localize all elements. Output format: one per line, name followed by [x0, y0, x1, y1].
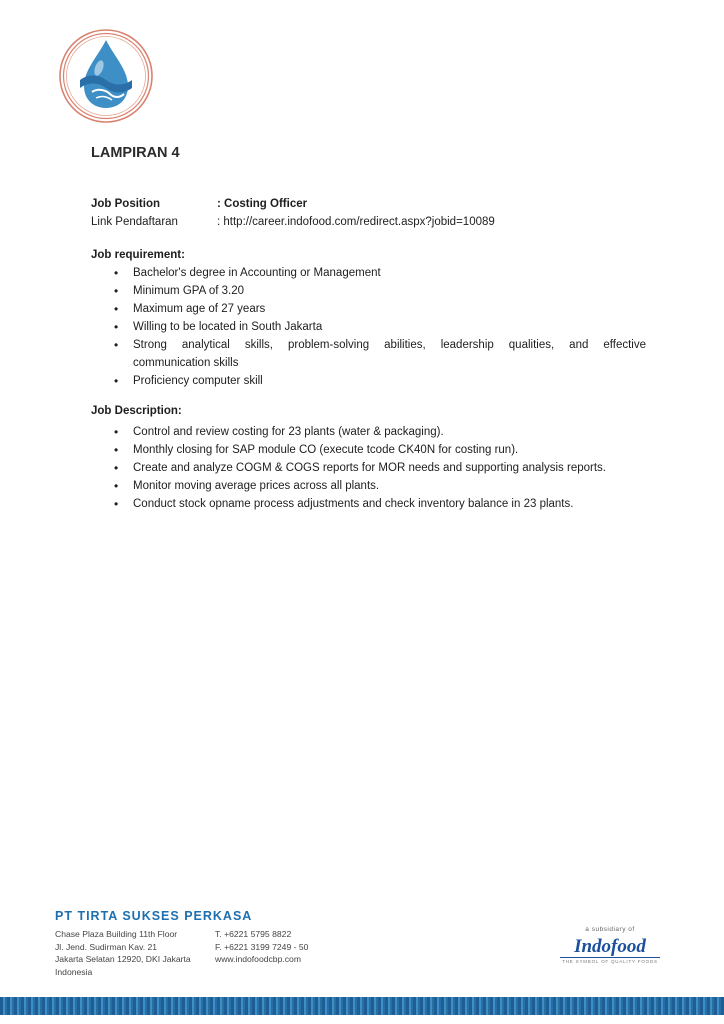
description-heading: Job Description: [91, 405, 182, 417]
footer-company-name: PT TIRTA SUKSES PERKASA [55, 909, 253, 923]
address-line: Chase Plaza Building 11th Floor [55, 929, 178, 939]
registration-link-value: : http://career.indofood.com/redirect.aspx?jobid=10089 [217, 216, 495, 228]
list-item: • Maximum age of 27 years [106, 300, 646, 318]
website: www.indofoodcbp.com [215, 954, 301, 964]
subsidiary-text: a subsidiary of [585, 926, 635, 933]
list-item: • Create and analyze COGM & COGS reports for MOR needs and supporting analysis reports. [106, 459, 646, 477]
job-info [91, 195, 495, 231]
list-item: • Monitor moving average prices across all plants. [106, 477, 646, 495]
list-item: • Bachelor's degree in Accounting or Management [106, 264, 646, 282]
list-item: • Willing to be located in South Jakarta [106, 318, 646, 336]
job-position-row [91, 195, 495, 213]
requirements-list [106, 264, 646, 390]
requirements-heading: Job requirement: [91, 249, 185, 261]
list-item-continuation: communication skills [133, 357, 239, 369]
address-line: Indonesia [55, 966, 93, 977]
list-item: • Strong analytical skills, problem-solving abilities, leadership qualities, and effective [106, 336, 646, 354]
phone: T. +6221 5795 8822 [215, 929, 292, 939]
registration-link-row [91, 213, 495, 231]
company-logo [58, 28, 154, 124]
footer-address [55, 928, 191, 978]
indofood-brand [560, 926, 660, 964]
registration-link-label: Link Pendaftaran [91, 216, 178, 228]
job-position-label: Job Position [91, 198, 160, 210]
footer-contact [215, 928, 308, 966]
list-item: • Conduct stock opname process adjustments and check inventory balance in 23 plants. [106, 495, 646, 513]
brand-tagline: THE SYMBOL OF QUALITY FOODS [560, 957, 660, 964]
address-line: Jl. Jend. Sudirman Kav. 21 [55, 941, 158, 952]
address-line: Jakarta Selatan 12920, DKI Jakarta [55, 954, 191, 964]
job-position-value: : Costing Officer [217, 198, 308, 210]
description-list [106, 423, 646, 513]
list-item: • Minimum GPA of 3.20 [106, 282, 646, 300]
list-item: • Proficiency computer skill [106, 372, 646, 390]
fax: F. +6221 3199 7249 - 50 [215, 941, 309, 952]
water-drop-logo-icon [58, 28, 154, 124]
footer-decorative-bar [0, 997, 724, 1015]
list-item: • Control and review costing for 23 plants (water & packaging). [106, 423, 646, 441]
page-title: LAMPIRAN 4 [91, 145, 180, 161]
list-item: • Monthly closing for SAP module CO (execute tcode CK40N for costing run). [106, 441, 646, 459]
indofood-logo: Indofood [574, 936, 646, 957]
